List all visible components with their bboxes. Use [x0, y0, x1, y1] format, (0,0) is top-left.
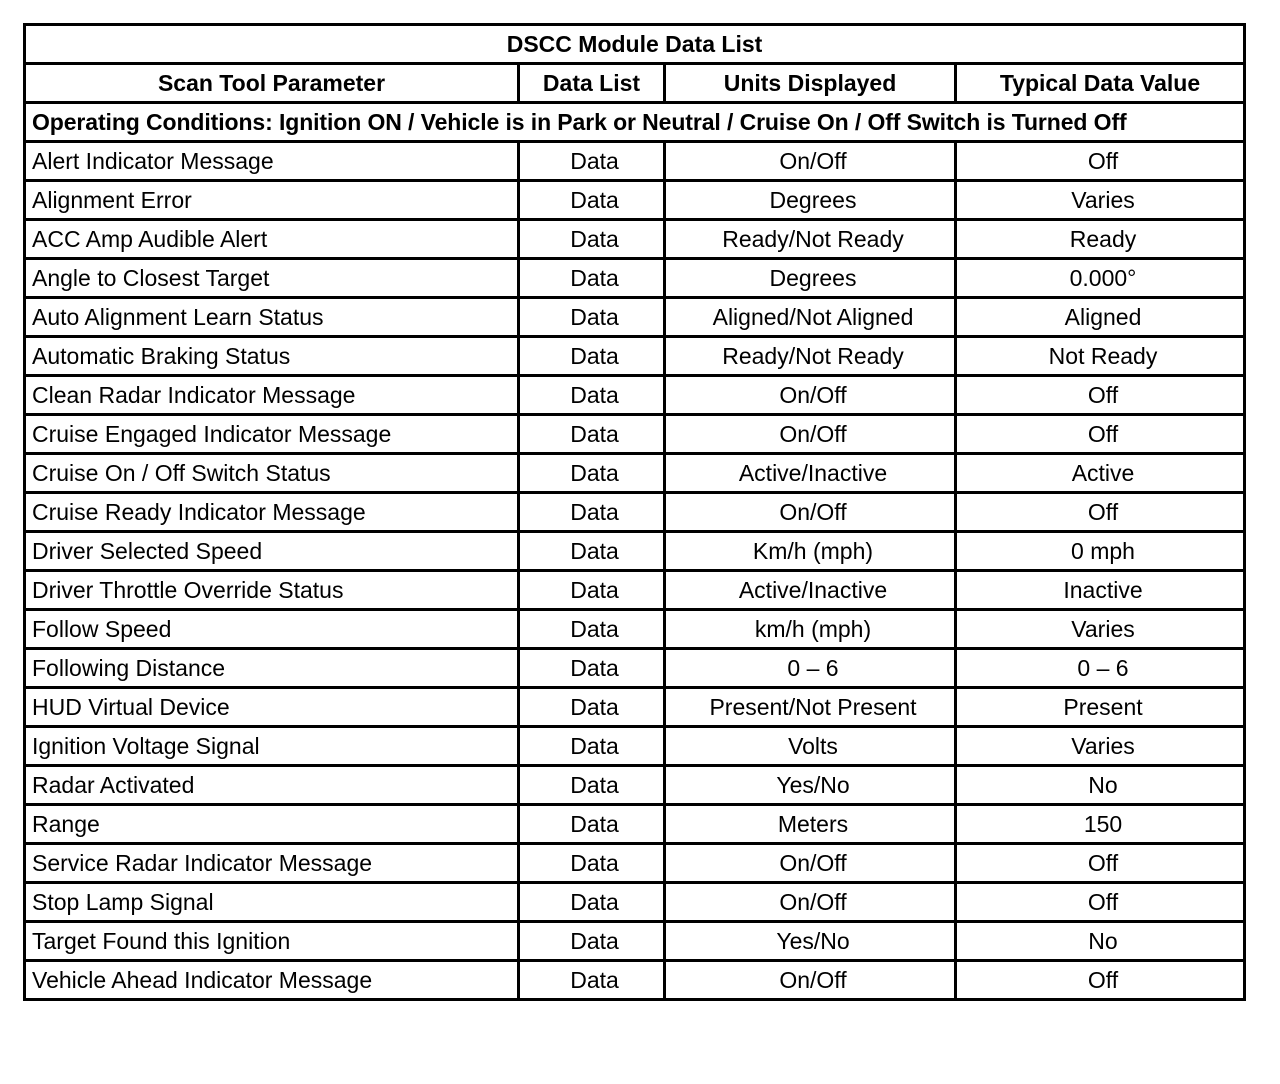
cell-units: Meters [665, 805, 956, 844]
cell-typical-value: Off [956, 415, 1245, 454]
cell-parameter: Angle to Closest Target [25, 259, 519, 298]
table-row [25, 493, 1245, 532]
cell-typical-value: 0.000° [956, 259, 1245, 298]
cell-data-list: Data [519, 337, 665, 376]
cell-parameter: Alignment Error [25, 181, 519, 220]
cell-data-list: Data [519, 727, 665, 766]
cell-parameter: Stop Lamp Signal [25, 883, 519, 922]
cell-typical-value: Varies [956, 181, 1245, 220]
cell-typical-value: 0 mph [956, 532, 1245, 571]
table-row [25, 415, 1245, 454]
dscc-data-list-table [23, 23, 1246, 1001]
cell-data-list: Data [519, 610, 665, 649]
cell-typical-value: Off [956, 493, 1245, 532]
cell-data-list: Data [519, 142, 665, 181]
cell-units: 0 – 6 [665, 649, 956, 688]
cell-parameter: Driver Throttle Override Status [25, 571, 519, 610]
cell-typical-value: No [956, 766, 1245, 805]
cell-units: On/Off [665, 844, 956, 883]
cell-parameter: Range [25, 805, 519, 844]
cell-parameter: Automatic Braking Status [25, 337, 519, 376]
table-row [25, 883, 1245, 922]
cell-parameter: Service Radar Indicator Message [25, 844, 519, 883]
operating-conditions: Operating Conditions: Ignition ON / Vehicle is in Park or Neutral / Cruise On / Off Switch is Turned Off [25, 103, 1245, 142]
table-row [25, 220, 1245, 259]
cell-data-list: Data [519, 688, 665, 727]
table-row [25, 727, 1245, 766]
cell-data-list: Data [519, 454, 665, 493]
operating-conditions-row [25, 103, 1245, 142]
cell-parameter: Vehicle Ahead Indicator Message [25, 961, 519, 1000]
cell-units: km/h (mph) [665, 610, 956, 649]
cell-units: Aligned/Not Aligned [665, 298, 956, 337]
table-row [25, 922, 1245, 961]
cell-parameter: Target Found this Ignition [25, 922, 519, 961]
header-scan-tool-parameter: Scan Tool Parameter [25, 64, 519, 103]
cell-parameter: Clean Radar Indicator Message [25, 376, 519, 415]
cell-typical-value: Varies [956, 610, 1245, 649]
cell-data-list: Data [519, 571, 665, 610]
cell-typical-value: Aligned [956, 298, 1245, 337]
cell-units: Degrees [665, 259, 956, 298]
cell-data-list: Data [519, 181, 665, 220]
table-row [25, 259, 1245, 298]
cell-units: On/Off [665, 961, 956, 1000]
cell-typical-value: Ready [956, 220, 1245, 259]
cell-typical-value: Active [956, 454, 1245, 493]
table-row [25, 844, 1245, 883]
cell-data-list: Data [519, 493, 665, 532]
cell-units: Km/h (mph) [665, 532, 956, 571]
cell-parameter: Follow Speed [25, 610, 519, 649]
cell-typical-value: Off [956, 844, 1245, 883]
table-row [25, 142, 1245, 181]
cell-parameter: Cruise On / Off Switch Status [25, 454, 519, 493]
cell-data-list: Data [519, 532, 665, 571]
cell-parameter: HUD Virtual Device [25, 688, 519, 727]
table-body [25, 142, 1245, 1000]
cell-typical-value: Off [956, 376, 1245, 415]
cell-data-list: Data [519, 805, 665, 844]
cell-data-list: Data [519, 883, 665, 922]
cell-parameter: Following Distance [25, 649, 519, 688]
cell-units: On/Off [665, 415, 956, 454]
table-row [25, 649, 1245, 688]
cell-units: Present/Not Present [665, 688, 956, 727]
cell-units: Active/Inactive [665, 454, 956, 493]
table-row [25, 337, 1245, 376]
header-typical-data-value: Typical Data Value [956, 64, 1245, 103]
cell-units: On/Off [665, 493, 956, 532]
table-row [25, 688, 1245, 727]
cell-typical-value: Present [956, 688, 1245, 727]
cell-parameter: Driver Selected Speed [25, 532, 519, 571]
header-data-list: Data List [519, 64, 665, 103]
cell-parameter: Cruise Engaged Indicator Message [25, 415, 519, 454]
cell-data-list: Data [519, 220, 665, 259]
table-row [25, 805, 1245, 844]
cell-typical-value: 0 – 6 [956, 649, 1245, 688]
cell-parameter: Auto Alignment Learn Status [25, 298, 519, 337]
cell-typical-value: Off [956, 142, 1245, 181]
cell-units: On/Off [665, 376, 956, 415]
cell-units: Yes/No [665, 922, 956, 961]
cell-units: Ready/Not Ready [665, 220, 956, 259]
table-header-row [25, 64, 1245, 103]
cell-typical-value: Varies [956, 727, 1245, 766]
table-row [25, 532, 1245, 571]
cell-typical-value: Off [956, 883, 1245, 922]
table-row [25, 298, 1245, 337]
cell-typical-value: Off [956, 961, 1245, 1000]
table-row [25, 610, 1245, 649]
cell-data-list: Data [519, 922, 665, 961]
table-row [25, 766, 1245, 805]
table-row [25, 961, 1245, 1000]
cell-data-list: Data [519, 961, 665, 1000]
cell-typical-value: No [956, 922, 1245, 961]
cell-units: Volts [665, 727, 956, 766]
table-title-row [25, 25, 1245, 64]
cell-data-list: Data [519, 298, 665, 337]
header-units-displayed: Units Displayed [665, 64, 956, 103]
table-row [25, 454, 1245, 493]
cell-parameter: ACC Amp Audible Alert [25, 220, 519, 259]
cell-parameter: Alert Indicator Message [25, 142, 519, 181]
cell-typical-value: Inactive [956, 571, 1245, 610]
cell-data-list: Data [519, 376, 665, 415]
table-row [25, 571, 1245, 610]
table-row [25, 181, 1245, 220]
cell-typical-value: 150 [956, 805, 1245, 844]
cell-data-list: Data [519, 259, 665, 298]
cell-parameter: Radar Activated [25, 766, 519, 805]
cell-units: Yes/No [665, 766, 956, 805]
table-title: DSCC Module Data List [25, 25, 1245, 64]
cell-parameter: Ignition Voltage Signal [25, 727, 519, 766]
cell-data-list: Data [519, 844, 665, 883]
cell-units: On/Off [665, 142, 956, 181]
cell-parameter: Cruise Ready Indicator Message [25, 493, 519, 532]
cell-data-list: Data [519, 649, 665, 688]
cell-data-list: Data [519, 766, 665, 805]
cell-data-list: Data [519, 415, 665, 454]
cell-units: Degrees [665, 181, 956, 220]
cell-units: Ready/Not Ready [665, 337, 956, 376]
cell-units: Active/Inactive [665, 571, 956, 610]
cell-units: On/Off [665, 883, 956, 922]
table-row [25, 376, 1245, 415]
cell-typical-value: Not Ready [956, 337, 1245, 376]
